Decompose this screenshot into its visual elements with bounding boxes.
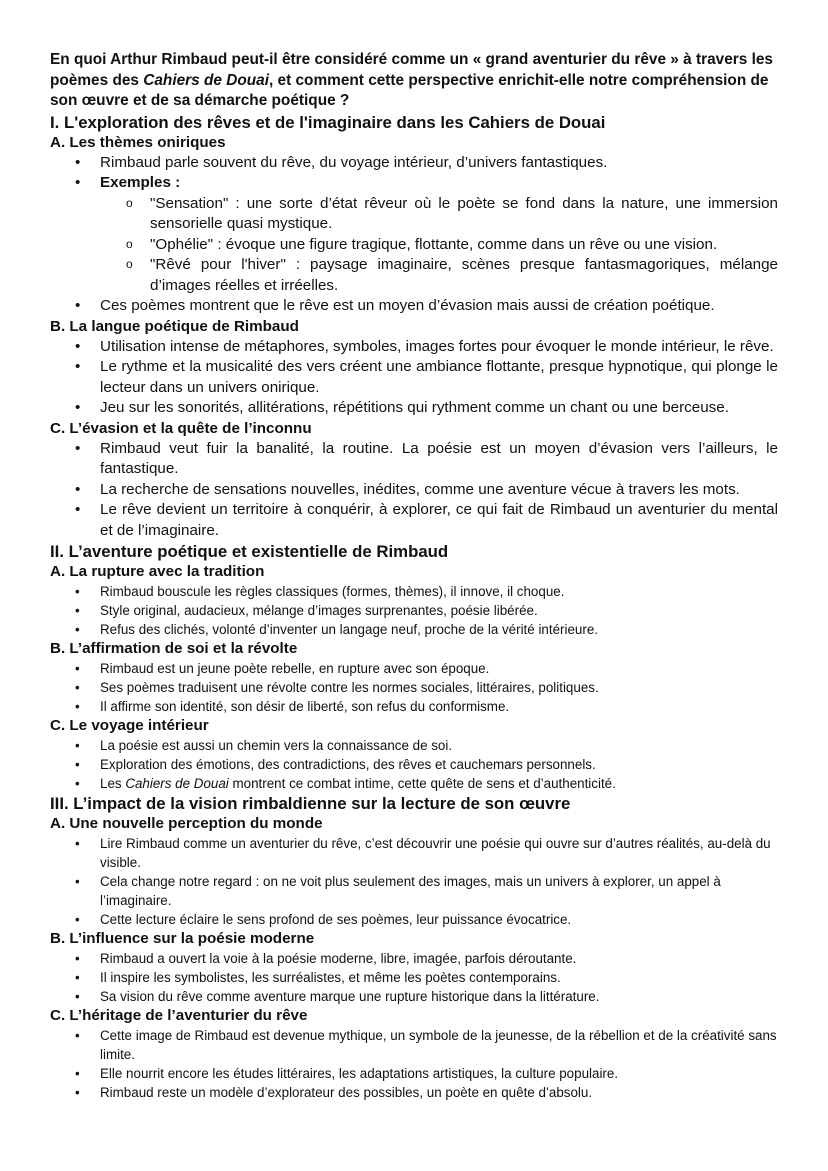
list-item: • Rimbaud a ouvert la voie à la poésie moderne, libre, imagée, parfois déroutante. <box>50 949 778 968</box>
list-item: • Utilisation intense de métaphores, symboles, images fortes pour évoquer le monde intérieur, le rêve. <box>50 337 778 358</box>
section-1b-list <box>50 337 778 419</box>
section-1b-heading: B. La langue poétique de Rimbaud <box>50 317 299 335</box>
examples-sublist <box>50 194 778 297</box>
question-text-2: , et comment cette perspective enrichit-elle notre compréhension de son œuvre et de sa démarche poétique ? <box>50 71 769 109</box>
list-item <box>50 774 778 793</box>
list-item: • La poésie est aussi un chemin vers la connaissance de soi. <box>50 736 778 755</box>
section-2b-list <box>50 659 778 716</box>
list-item: • Sa vision du rêve comme aventure marque une rupture historique dans la littérature. <box>50 987 778 1006</box>
item-text: montrent ce combat intime, cette quête de sens et d’authenticité. <box>228 776 616 791</box>
list-item: • Elle nourrit encore les études littéraires, les adaptations artistiques, la culture populaire. <box>50 1064 778 1083</box>
section-2c-list <box>50 736 778 793</box>
book-title: Cahiers de Douai <box>125 776 229 791</box>
part-3-heading: III. L’impact de la vision rimbaldienne sur la lecture de son œuvre <box>50 794 571 813</box>
essay-question <box>50 50 778 112</box>
section-1c-heading: C. L’évasion et la quête de l’inconnu <box>50 419 312 437</box>
list-item: • Rimbaud parle souvent du rêve, du voyage intérieur, d’univers fantastiques. <box>50 153 778 174</box>
section-3a-heading: A. Une nouvelle perception du monde <box>50 815 323 832</box>
sub-list-item: o "Ophélie" : évoque une figure tragique, flottante, comme dans un rêve ou une vision. <box>50 235 778 256</box>
list-item: • Exploration des émotions, des contradictions, des rêves et cauchemars personnels. <box>50 755 778 774</box>
section-1c-list <box>50 439 778 542</box>
section-1a-heading: A. Les thèmes oniriques <box>50 133 226 151</box>
section-2a-list <box>50 582 778 639</box>
list-item: • Ses poèmes traduisent une révolte contre les normes sociales, littéraires, politiques. <box>50 678 778 697</box>
list-item: • Cela change notre regard : on ne voit plus seulement des images, mais un univers à explorer, un appel à l’imaginaire. <box>50 872 778 910</box>
list-item: • Rimbaud est un jeune poète rebelle, en rupture avec son époque. <box>50 659 778 678</box>
list-item: • La recherche de sensations nouvelles, inédites, comme une aventure vécue à travers les mots. <box>50 480 778 501</box>
section-3a-list <box>50 834 778 929</box>
list-item: • Jeu sur les sonorités, allitérations, répétitions qui rythment comme un chant ou une berceuse. <box>50 398 778 419</box>
list-item: • Le rêve devient un territoire à conquérir, à explorer, ce qui fait de Rimbaud un aventurier du mental et de l’imaginaire. <box>50 500 778 541</box>
section-3c-list <box>50 1026 778 1102</box>
list-item: • Lire Rimbaud comme un aventurier du rêve, c’est découvrir une poésie qui ouvre sur d’autres réalités, au-delà du visible. <box>50 834 778 872</box>
list-item: • Refus des clichés, volonté d’inventer un langage neuf, proche de la vérité intérieure. <box>50 620 778 639</box>
list-item: • Rimbaud veut fuir la banalité, la routine. La poésie est un moyen d’évasion vers l’ailleurs, le fantastique. <box>50 439 778 480</box>
list-item: • Il inspire les symbolistes, les surréalistes, et même les poètes contemporains. <box>50 968 778 987</box>
list-item: • Ces poèmes montrent que le rêve est un moyen d’évasion mais aussi de création poétique. <box>50 296 778 317</box>
section-3b-heading: B. L’influence sur la poésie moderne <box>50 930 315 947</box>
section-2c-heading: C. Le voyage intérieur <box>50 717 209 734</box>
section-3c-heading: C. L’héritage de l’aventurier du rêve <box>50 1007 308 1024</box>
question-text-1: En quoi Arthur Rimbaud peut-il être considéré comme un « grand aventurier du rêve » à travers les poèmes des <box>50 51 773 89</box>
item-text: Les <box>100 776 126 791</box>
section-1a-list-end <box>50 296 778 317</box>
question-book-title: Cahiers de Douai <box>143 71 269 89</box>
section-3b-list <box>50 949 778 1006</box>
sub-list-item: o "Sensation" : une sorte d’état rêveur où le poète se fond dans la nature, une immersion sensorielle quasi mystique. <box>50 194 778 235</box>
section-1a-list <box>50 153 778 194</box>
part-1-heading: I. L'exploration des rêves et de l'imaginaire dans les Cahiers de Douai <box>50 112 606 132</box>
list-item: • Style original, audacieux, mélange d’images surprenantes, poésie libérée. <box>50 601 778 620</box>
examples-label: Exemples : <box>100 174 181 191</box>
list-item: • Rimbaud bouscule les règles classiques (formes, thèmes), il innove, il choque. <box>50 582 778 601</box>
document-page <box>50 50 778 1102</box>
list-item: • Cette image de Rimbaud est devenue mythique, un symbole de la jeunesse, de la rébellion et de la créativité sans limite. <box>50 1026 778 1064</box>
list-item: • Le rythme et la musicalité des vers créent une ambiance flottante, presque hypnotique, qui plonge le lecteur dans un univers onirique. <box>50 357 778 398</box>
part-2-heading: II. L’aventure poétique et existentielle de Rimbaud <box>50 542 449 561</box>
list-item: • Rimbaud reste un modèle d’explorateur des possibles, un poète en quête d’absolu. <box>50 1083 778 1102</box>
section-2b-heading: B. L’affirmation de soi et la révolte <box>50 640 298 657</box>
list-item: • Cette lecture éclaire le sens profond de ses poèmes, leur puissance évocatrice. <box>50 910 778 929</box>
section-2a-heading: A. La rupture avec la tradition <box>50 563 265 580</box>
sub-list-item: o "Rêvé pour l'hiver" : paysage imaginaire, scènes presque fantasmagoriques, mélange d’images réelles et irréelles. <box>50 255 778 296</box>
list-item: • Il affirme son identité, son désir de liberté, son refus du conformisme. <box>50 697 778 716</box>
list-item-examples <box>50 173 778 194</box>
